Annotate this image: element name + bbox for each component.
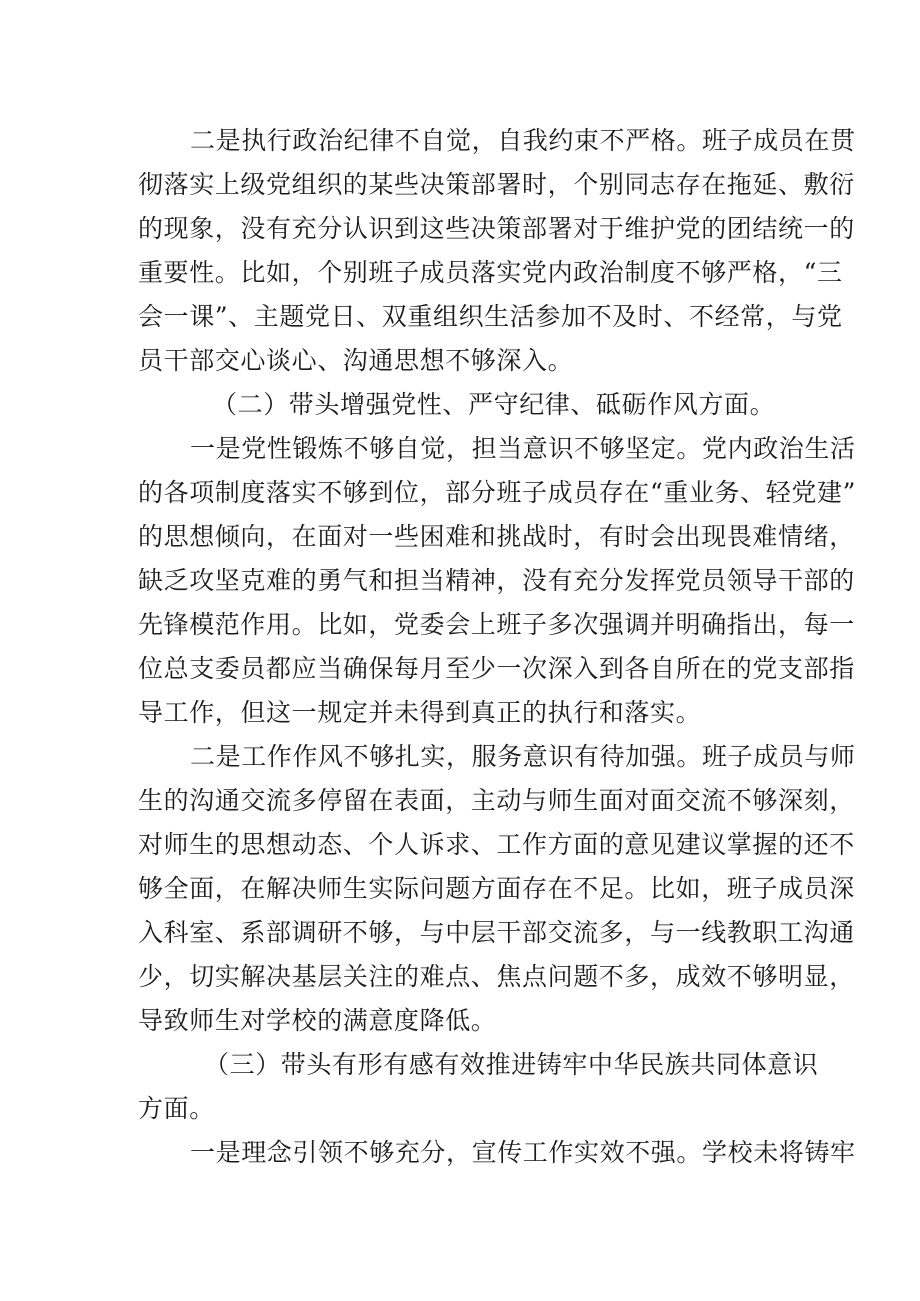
paragraph-line: 一是党性锻炼不够自觉，担当意识不够坚定。党内政治生活 <box>190 434 856 463</box>
paragraph-line: 生的沟通交流多停留在表面，主动与师生面对面交流不够深刻， <box>138 786 855 815</box>
paragraph-line: 够全面，在解决师生实际问题方面存在不足。比如，班子成员深 <box>138 874 855 903</box>
paragraph-line: 对师生的思想动态、个人诉求、工作方面的意见建议掌握的还不 <box>138 830 855 859</box>
section-heading: （二）带头增强党性、严守纪律、砥砺作风方面。 <box>212 390 776 419</box>
paragraph-line: 导工作，但这一规定并未得到真正的执行和落实。 <box>138 698 702 727</box>
paragraph-line: 先锋模范作用。比如，党委会上班子多次强调并明确指出，每一 <box>138 610 855 639</box>
paragraph-line: 位总支委员都应当确保每月至少一次深入到各自所在的党支部指 <box>138 654 855 683</box>
paragraph-line: 二是执行政治纪律不自觉，自我约束不严格。班子成员在贯 <box>190 126 856 155</box>
section-heading: （三）带头有形有感有效推进铸牢中华民族共同体意识 <box>204 1050 819 1079</box>
paragraph-line: 二是工作作风不够扎实，服务意识有待加强。班子成员与师 <box>190 742 856 771</box>
paragraph-line: 重要性。比如，个别班子成员落实党内政治制度不够严格，“三 <box>138 258 843 287</box>
paragraph-line: 的思想倾向，在面对一些困难和挑战时，有时会出现畏难情绪， <box>138 522 855 551</box>
paragraph-line: 的现象，没有充分认识到这些决策部署对于维护党的团结统一的 <box>138 214 855 243</box>
paragraph-line: 彻落实上级党组织的某些决策部署时，个别同志存在拖延、敷衍 <box>138 170 855 199</box>
paragraph-line: 的各项制度落实不够到位，部分班子成员存在“重业务、轻党建” <box>138 478 856 507</box>
paragraph-line: 导致师生对学校的满意度降低。 <box>138 1006 497 1035</box>
paragraph-line: 一是理念引领不够充分，宣传工作实效不强。学校未将铸牢 <box>190 1138 856 1167</box>
paragraph-line: 员干部交心谈心、沟通思想不够深入。 <box>138 346 574 375</box>
paragraph-line: 少，切实解决基层关注的难点、焦点问题不多，成效不够明显， <box>138 962 855 991</box>
paragraph-line: 缺乏攻坚克难的勇气和担当精神，没有充分发挥党员领导干部的 <box>138 566 855 595</box>
paragraph-line: 入科室、系部调研不够，与中层干部交流多，与一线教职工沟通 <box>138 918 855 947</box>
section-heading: 方面。 <box>138 1094 215 1123</box>
paragraph-line: 会一课”、主题党日、双重组织生活参加不及时、不经常，与党 <box>138 302 843 331</box>
